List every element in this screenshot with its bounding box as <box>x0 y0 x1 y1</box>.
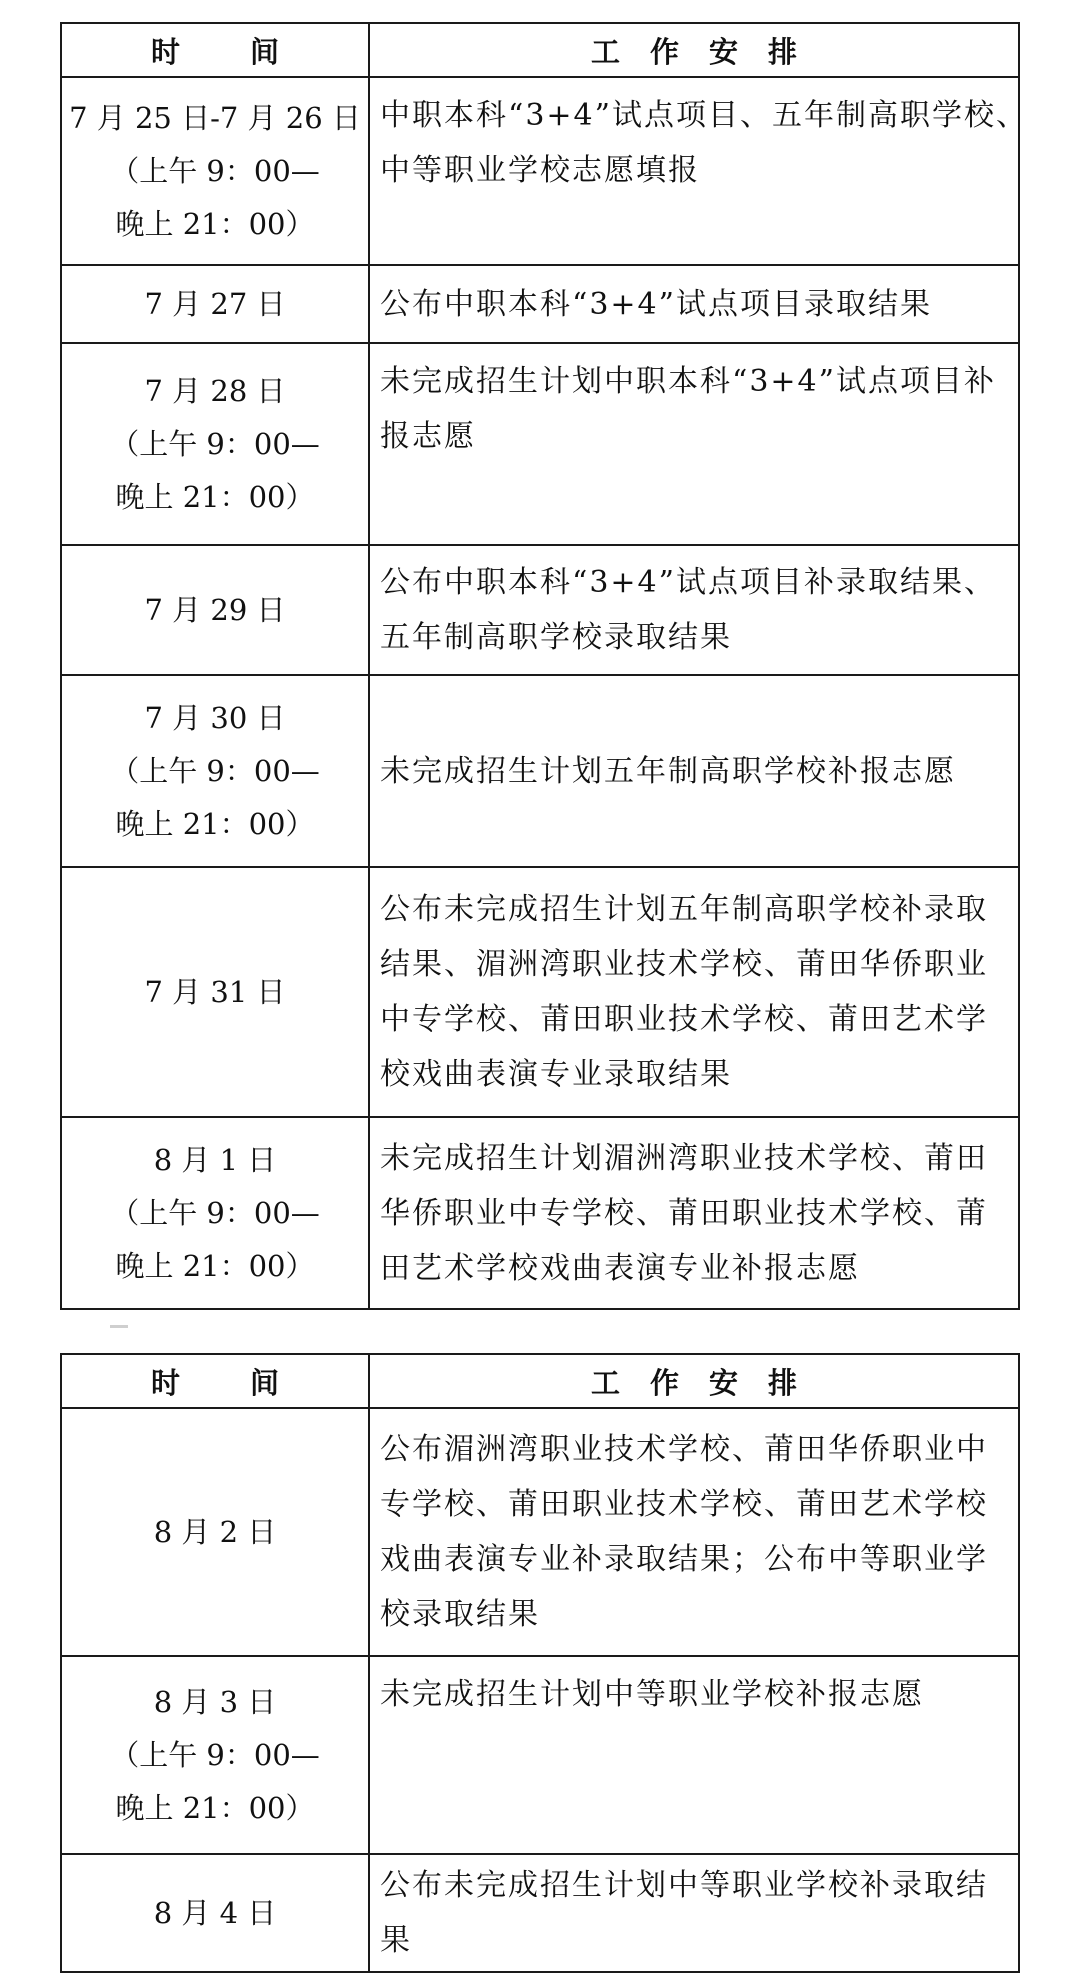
time-line: （上午 9：00— <box>110 1737 320 1772</box>
task-cell <box>369 343 1019 545</box>
task-line: 校戏曲表演专业录取结果 <box>380 1057 732 1092</box>
table-row <box>61 77 1019 265</box>
time-line: 晚上 21：00） <box>115 206 315 241</box>
time-line: 晚上 21：00） <box>115 806 315 841</box>
time-cell <box>61 1656 369 1854</box>
time-line: 晚上 21：00） <box>115 479 315 514</box>
table-row <box>61 867 1019 1117</box>
task-line: 公布中职本科“3+4”试点项目录取结果 <box>380 286 932 322</box>
header-time: 时 间 <box>61 1354 369 1408</box>
task-line: 五年制高职学校录取结果 <box>380 620 732 655</box>
schedule-table-2 <box>60 1353 1020 1973</box>
task-line: 中职本科“3+4”试点项目、五年制高职学校、 <box>380 98 1028 133</box>
task-line: 华侨职业中专学校、莆田职业技术学校、莆 <box>380 1195 988 1231</box>
time-line: 7 月 29 日 <box>144 592 286 627</box>
time-line: （上午 9：00— <box>110 753 320 788</box>
task-line: 未完成招生计划中职本科“3+4”试点项目补 <box>380 364 996 399</box>
time-cell <box>61 77 369 265</box>
table-row <box>61 343 1019 545</box>
task-line: 未完成招生计划中等职业学校补报志愿 <box>380 1677 924 1712</box>
time-line: 8 月 2 日 <box>153 1514 277 1549</box>
task-cell <box>369 77 1028 265</box>
table-row <box>61 1408 1019 1656</box>
header-work: 工作安排 <box>369 1354 1019 1408</box>
task-cell <box>369 1408 1019 1656</box>
task-line: 校录取结果 <box>380 1597 540 1632</box>
task-cell <box>369 867 1019 1117</box>
time-line: （上午 9：00— <box>110 1195 320 1230</box>
task-line: 戏曲表演专业补录取结果；公布中等职业学 <box>380 1542 988 1577</box>
table-row <box>61 1854 1019 1972</box>
time-cell <box>61 1854 369 1972</box>
task-line: 公布未完成招生计划五年制高职学校补录取 <box>380 892 988 927</box>
task-line: 中专学校、莆田职业技术学校、莆田艺术学 <box>380 1002 988 1037</box>
time-cell <box>61 675 369 867</box>
task-line: 结果、湄洲湾职业技术学校、莆田华侨职业 <box>380 947 988 982</box>
time-line: 7 月 30 日 <box>144 700 286 735</box>
task-cell <box>369 1117 1019 1309</box>
header-time: 时 间 <box>61 23 369 77</box>
table-row <box>61 265 1019 343</box>
time-cell <box>61 343 369 545</box>
time-cell <box>61 1408 369 1656</box>
task-line: 报志愿 <box>380 419 476 454</box>
task-cell <box>369 675 1019 867</box>
time-line: （上午 9：00— <box>110 153 320 188</box>
time-line: 晚上 21：00） <box>115 1790 315 1825</box>
header-work: 工作安排 <box>369 23 1019 77</box>
time-line: 7 月 31 日 <box>144 974 286 1009</box>
table-header-row <box>61 1354 1019 1408</box>
task-line: 公布湄洲湾职业技术学校、莆田华侨职业中 <box>380 1432 988 1467</box>
time-cell <box>61 867 369 1117</box>
table-header-row <box>61 23 1019 77</box>
task-line: 未完成招生计划湄洲湾职业技术学校、莆田 <box>380 1140 988 1176</box>
task-line: 未完成招生计划五年制高职学校补报志愿 <box>380 753 956 789</box>
time-line: 7 月 27 日 <box>144 286 286 321</box>
schedule-table-1 <box>60 22 1028 1310</box>
time-line: （上午 9：00— <box>110 426 320 461</box>
time-line: 8 月 3 日 <box>153 1684 277 1719</box>
page-divider-mark <box>110 1325 128 1328</box>
time-line: 7 月 25 日-7 月 26 日 <box>69 100 361 135</box>
table-row <box>61 1656 1019 1854</box>
task-line: 中等职业学校志愿填报 <box>380 153 700 188</box>
time-cell <box>61 1117 369 1309</box>
table-row <box>61 675 1019 867</box>
table-row <box>61 1117 1019 1309</box>
task-line: 专学校、莆田职业技术学校、莆田艺术学校 <box>380 1487 988 1522</box>
time-line: 8 月 4 日 <box>153 1895 277 1930</box>
task-cell <box>369 545 1019 675</box>
task-cell <box>369 265 1019 343</box>
task-line: 公布中职本科“3+4”试点项目补录取结果、 <box>380 565 996 600</box>
task-line: 公布未完成招生计划中等职业学校补录取结 <box>380 1868 988 1903</box>
table-row <box>61 545 1019 675</box>
task-line: 果 <box>380 1923 412 1958</box>
time-cell <box>61 265 369 343</box>
time-line: 8 月 1 日 <box>153 1142 277 1177</box>
time-line: 晚上 21：00） <box>115 1248 315 1283</box>
time-line: 7 月 28 日 <box>144 373 286 408</box>
task-line: 田艺术学校戏曲表演专业补报志愿 <box>380 1250 860 1286</box>
time-cell <box>61 545 369 675</box>
task-cell <box>369 1854 1019 1972</box>
task-cell <box>369 1656 1019 1854</box>
